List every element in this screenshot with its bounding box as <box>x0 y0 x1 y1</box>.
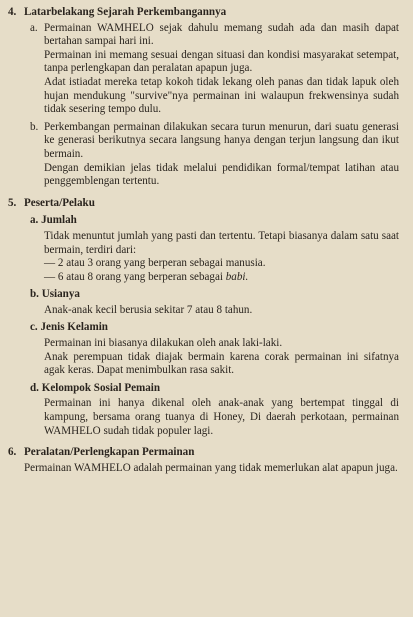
section-4-heading <box>8 6 399 20</box>
section-4-number: 4. <box>8 6 17 18</box>
section-4-a-label: a. <box>30 21 38 34</box>
section-5-b-title: b. Usianya <box>30 288 80 301</box>
section-5-d-body <box>44 397 399 438</box>
section-6-number: 6. <box>8 446 17 459</box>
section-5-a-body <box>44 230 399 284</box>
section-5-d-text: Permainan ini hanya dikenal oleh anak-anak yang bertempat tinggal di kampung, bersama orang tuanya di Honey, Di daerah perkotaan, permainan WAMHELO sudah tidak populer lagi. <box>44 397 399 437</box>
babi-word: babi. <box>225 270 249 283</box>
section-5-a-title: a. Jumlah <box>30 214 77 227</box>
section-5-c-paragraph-1: Permainan ini biasanya dilakukan oleh anak laki-laki. <box>44 337 283 350</box>
section-4-item-a <box>8 22 399 117</box>
section-5-a-list-item-1: — 2 atau 3 orang yang berperan sebagai manusia. <box>44 257 266 270</box>
section-6-text: Permainan WAMHELO adalah permainan yang tidak memerlukan alat apapun juga. <box>24 461 398 474</box>
section-4-a-paragraph-1: Permainan WAMHELO sejak dahulu memang sudah ada dan masih dapat bertahan sampai hari ini. <box>44 21 399 48</box>
section-5-c-body <box>44 337 399 378</box>
section-6-body <box>24 462 399 476</box>
section-6-title: Peralatan/Perlengkapan Permainan <box>24 446 195 459</box>
section-5-title: Peserta/Pelaku <box>24 196 95 209</box>
section-5-c-paragraph-2: Anak perempuan tidak diajak bermain karena corak permainan ini sifatnya agak keras. Dapat menimbulkan rasa sakit. <box>44 350 399 377</box>
section-4-b-paragraph-2: Dengan demikian jelas tidak melalui pendidikan formal/tempat latihan atau penggemblengan tertentu. <box>44 161 399 188</box>
section-5-b-body <box>44 304 399 318</box>
section-4-title: Latarbelakang Sejarah Perkembangannya <box>24 6 227 18</box>
section-6-heading <box>8 446 399 460</box>
section-4-a-paragraph-2: Permainan ini memang sesuai dengan situasi dan kondisi masyarakat setempat, tanpa perlengkapan dan peralatan apapun juga. <box>44 48 399 75</box>
section-5-c-title: c. Jenis Kelamin <box>30 321 108 334</box>
section-4-b-paragraph-1: Perkembangan permainan dilakukan secara turun menurun, dari suatu generasi ke generasi berikutnya secara langsung hanya dengan terjun langsung dan ikut bermain. <box>44 120 399 160</box>
section-5-b-text: Anak-anak kecil berusia sekitar 7 atau 8 tahun. <box>44 303 253 316</box>
section-5-a-text: Tidak menuntut jumlah yang pasti dan tertentu. Tetapi biasanya dalam satu saat bermain, terdiri dari: <box>44 229 399 256</box>
section-5-a-list-item-2: — 6 atau 8 orang yang berperan sebagai babi. <box>44 270 249 283</box>
section-4-b-label: b. <box>30 120 39 133</box>
section-4-a-paragraph-3: Adat istiadat mereka tetap kokoh tidak lekang oleh panas dan tidak lapuk oleh hujan mendukung "survive"nya permainan ini walaupun frekwensinya sudah tidak sesering tempo dulu. <box>44 75 399 116</box>
section-5-heading <box>8 197 399 211</box>
section-5-number: 5. <box>8 196 17 209</box>
section-5-d-title: d. Kelompok Sosial Pemain <box>30 381 161 394</box>
section-4-item-b <box>8 121 399 189</box>
